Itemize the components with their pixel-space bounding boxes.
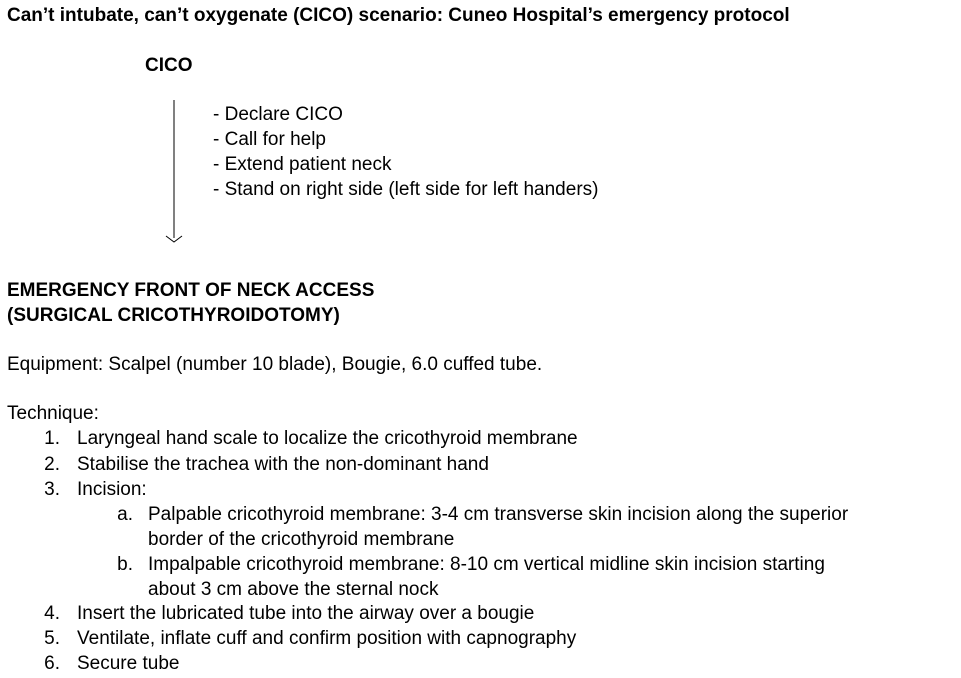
flow-label: CICO (145, 55, 193, 76)
document-title: Can’t intubate, can’t oxygenate (CICO) scenario: Cuneo Hospital’s emergency protocol (7, 5, 790, 26)
section-title-cricothyroidotomy: (SURGICAL CRICOTHYROIDOTOMY) (7, 305, 340, 326)
sublist-item-continued: border of the cricothyroid membrane (148, 529, 455, 550)
list-item: Insert the lubricated tube into the airway over a bougie (77, 603, 535, 624)
step-stand-right-side: - Stand on right side (left side for left handers) (213, 179, 599, 200)
section-title-front-of-neck: EMERGENCY FRONT OF NECK ACCESS (7, 280, 375, 301)
list-item-number: 4. (44, 603, 60, 624)
technique-label: Technique: (7, 403, 99, 424)
sublist-item-letter: b. (117, 554, 133, 575)
equipment-text: Equipment: Scalpel (number 10 blade), Bougie, 6.0 cuffed tube. (7, 354, 543, 375)
step-declare-cico: - Declare CICO (213, 104, 343, 125)
list-item: Laryngeal hand scale to localize the cricothyroid membrane (77, 428, 578, 449)
sublist-item: Impalpable cricothyroid membrane: 8-10 cm vertical midline skin incision starting (148, 554, 825, 575)
list-item: Stabilise the trachea with the non-dominant hand (77, 454, 489, 475)
sublist-item-letter: a. (117, 504, 133, 525)
list-item-number: 3. (44, 479, 60, 500)
list-item: Ventilate, inflate cuff and confirm position with capnography (77, 628, 577, 649)
step-call-for-help: - Call for help (213, 129, 326, 150)
list-item: Secure tube (77, 653, 180, 674)
list-item-number: 1. (44, 428, 60, 449)
list-item-number: 6. (44, 653, 60, 674)
down-arrow-icon (164, 100, 186, 246)
list-item-number: 2. (44, 454, 60, 475)
step-extend-neck: - Extend patient neck (213, 154, 392, 175)
sublist-item-continued: about 3 cm above the sternal nock (148, 579, 439, 600)
list-item-number: 5. (44, 628, 60, 649)
sublist-item: Palpable cricothyroid membrane: 3-4 cm transverse skin incision along the superior (148, 504, 849, 525)
list-item: Incision: (77, 479, 147, 500)
